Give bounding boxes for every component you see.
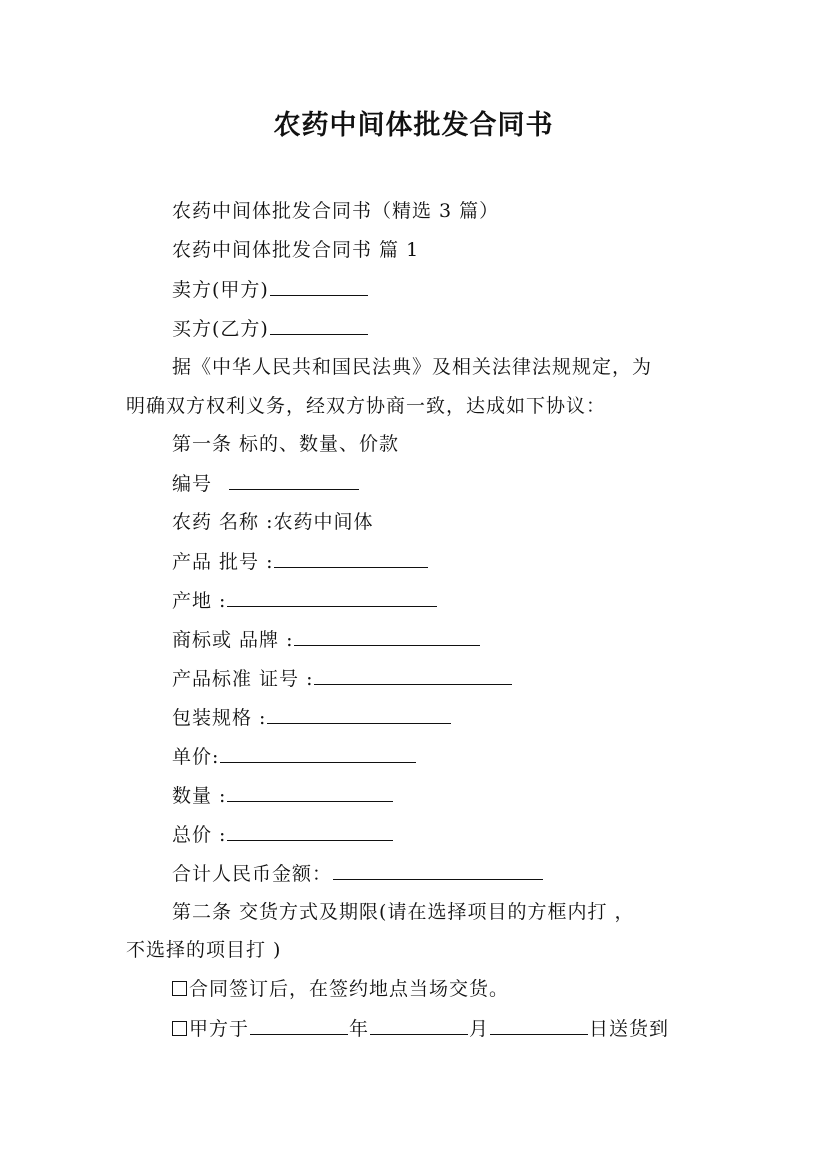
seller-label: 卖方(甲方) [172,279,269,301]
field-total-price [172,822,394,847]
option-2-month: 月 [469,1018,490,1040]
document-subtitle: 农药中间体批发合同书（精选 3 篇） [172,200,500,222]
field-total-price-blank[interactable] [227,822,393,841]
field-pesticide-name: 农药 名称 :农药中间体 [172,511,374,533]
buyer-blank[interactable] [270,316,368,335]
field-batch-no-label: 产品 批号 : [172,551,274,573]
option-1-checkbox[interactable] [172,981,187,996]
field-standard-no [172,666,513,691]
field-packaging-label: 包装规格 : [172,707,267,729]
field-brand [172,627,481,652]
field-origin-blank[interactable] [227,588,437,607]
option-2-day-blank[interactable] [490,1016,588,1035]
preamble-line-1: 据《中华人民共和国民法典》及相关法律法规规定，为 [172,356,653,378]
buyer-line [172,316,369,341]
preamble-line-2: 明确双方权利义务，经双方协商一致，达成如下协议： [126,395,607,417]
field-brand-blank[interactable] [294,627,480,646]
article1-heading: 第一条 标的、数量、价款 [172,433,400,455]
seller-line [172,277,369,302]
field-quantity [172,783,394,808]
option-2 [172,1016,669,1041]
field-number-label: 编号 [172,473,213,495]
field-total-rmb [172,861,544,886]
field-batch-no-blank[interactable] [274,549,428,568]
option-1 [172,977,509,1001]
option-2-checkbox[interactable] [172,1021,187,1036]
field-unit-price [172,744,417,769]
section-heading: 农药中间体批发合同书 篇 1 [172,239,420,261]
option-2-year-blank[interactable] [250,1016,348,1035]
field-quantity-blank[interactable] [227,783,393,802]
seller-blank[interactable] [270,277,368,296]
field-brand-label: 商标或 品牌 : [172,629,294,651]
option-2-month-blank[interactable] [370,1016,468,1035]
option-2-prefix: 甲方于 [189,1018,250,1040]
field-packaging [172,705,452,730]
document-title: 农药中间体批发合同书 [273,110,554,141]
article2-line-2: 不选择的项目打 ) [126,939,282,961]
option-2-year: 年 [349,1018,370,1040]
field-origin-label: 产地 : [172,590,227,612]
field-total-rmb-label: 合计人民币金额： [172,863,333,885]
field-number [172,471,360,496]
field-unit-price-blank[interactable] [220,744,416,763]
field-number-blank[interactable] [229,471,359,490]
field-origin [172,588,438,613]
field-batch-no [172,549,429,574]
field-packaging-blank[interactable] [267,705,451,724]
option-2-suffix: 日送货到 [589,1018,670,1040]
article2-line-1: 第二条 交货方式及期限(请在选择项目的方框内打 ， [172,901,635,923]
field-standard-no-label: 产品标准 证号 : [172,668,314,690]
field-unit-price-label: 单价: [172,746,220,768]
field-quantity-label: 数量 : [172,785,227,807]
buyer-label: 买方(乙方) [172,318,269,340]
option-1-label: 合同签订后，在签约地点当场交货。 [189,978,510,1000]
field-total-rmb-blank[interactable] [333,861,543,880]
field-total-price-label: 总价 : [172,824,227,846]
field-standard-no-blank[interactable] [314,666,512,685]
